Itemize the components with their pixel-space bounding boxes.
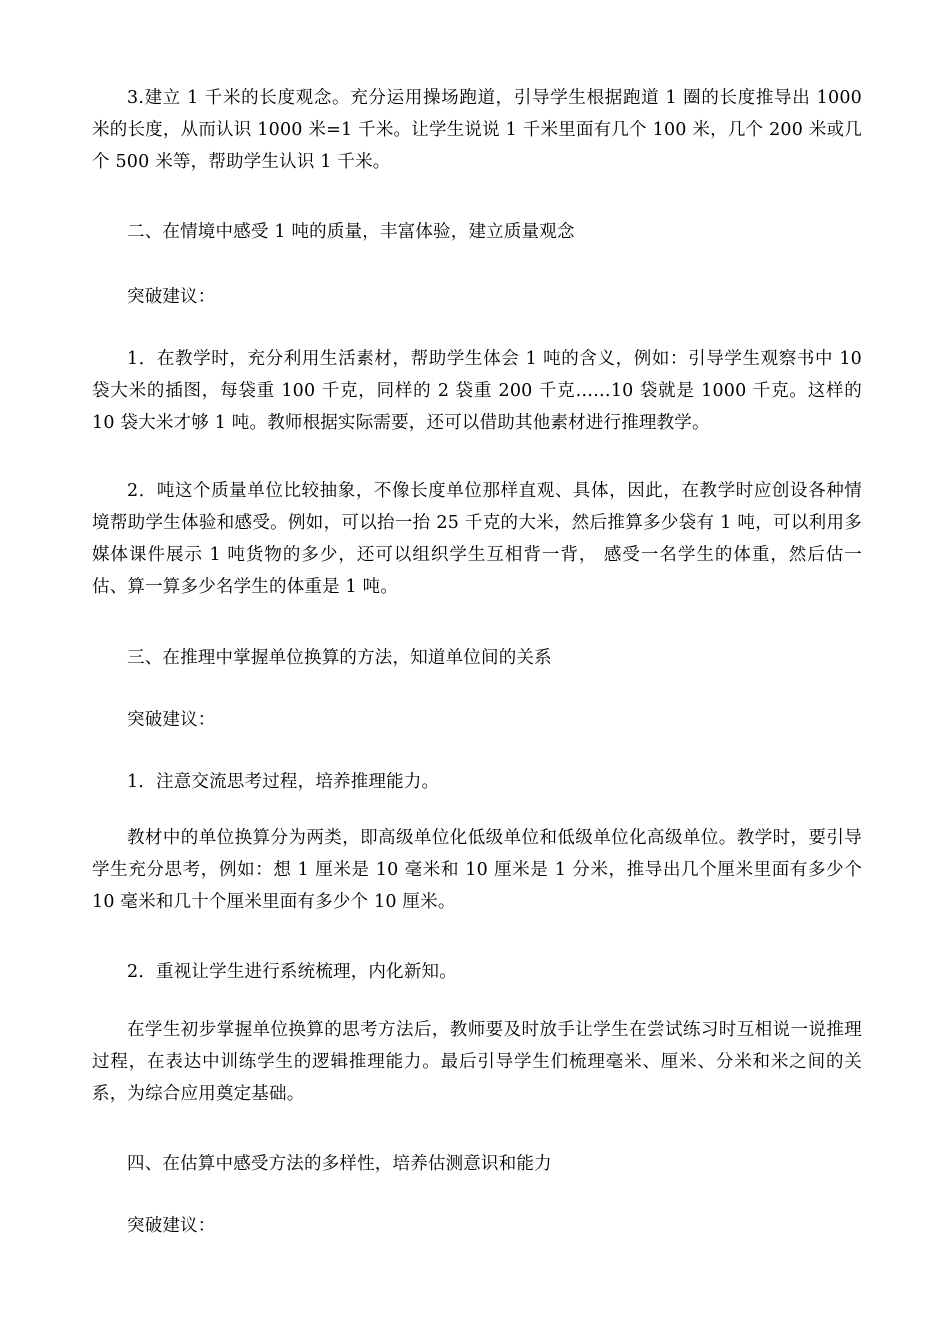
section-heading-4: 四、在估算中感受方法的多样性，培养估测意识和能力 — [127, 1154, 552, 1174]
subheading-suggestions-3: 突破建议： — [127, 710, 216, 730]
subheading-suggestions-2: 突破建议： — [127, 287, 216, 307]
paragraph-ton-item-1: 1．在教学时，充分利用生活素材，帮助学生体会 1 吨的含义，例如：引导学生观察书中 10 袋大米的插图，每袋重 100 千克，同样的 2 袋重 200 千克……10 袋就是 1000 千克。这样的 10 袋大米才够 1 吨。教师根据实际需要，还可以借助其他素材进行推理教学。 — [92, 349, 862, 433]
subheading-suggestions-4: 突破建议： — [127, 1216, 216, 1236]
section-heading-3: 三、在推理中掌握单位换算的方法，知道单位间的关系 — [127, 648, 552, 668]
paragraph-reasoning-item-1: 1．注意交流思考过程，培养推理能力。 — [127, 772, 440, 792]
paragraph-ton-item-2: 2．吨这个质量单位比较抽象，不像长度单位那样直观、具体，因此，在教学时应创设各种情境帮助学生体验和感受。例如，可以抬一抬 25 千克的大米，然后推算多少袋有 1 吨，可以利用多媒体课件展示 1 吨货物的多少，还可以组织学生互相背一背， 感受一名学生的体重，然后估一估、算一算多少名学生的体重是 1 吨。 — [92, 481, 862, 597]
section-heading-2: 二、在情境中感受 1 吨的质量，丰富体验，建立质量观念 — [127, 222, 575, 242]
paragraph-unit-conversion: 教材中的单位换算分为两类，即高级单位化低级单位和低级单位化高级单位。教学时，要引导学生充分思考，例如：想 1 厘米是 10 毫米和 10 厘米是 1 分米，推导出几个厘米里面有多少个 10 毫米和几十个厘米里面有多少个 10 厘米。 — [92, 828, 862, 912]
paragraph-kilometer-concept: 3.建立 1 千米的长度观念。充分运用操场跑道，引导学生根据跑道 1 圈的长度推导出 1000 米的长度，从而认识 1000 米=1 千米。让学生说说 1 千米里面有几个 100 米，几个 200 米或几个 500 米等，帮助学生认识 1 千米。 — [92, 88, 862, 172]
paragraph-systematic-review: 在学生初步掌握单位换算的思考方法后，教师要及时放手让学生在尝试练习时互相说一说推理过程，在表达中训练学生的逻辑推理能力。最后引导学生们梳理毫米、厘米、分米和米之间的关系，为综合应用奠定基础。 — [92, 1020, 862, 1104]
paragraph-reasoning-item-2: 2．重视让学生进行系统梳理，内化新知。 — [127, 962, 457, 982]
